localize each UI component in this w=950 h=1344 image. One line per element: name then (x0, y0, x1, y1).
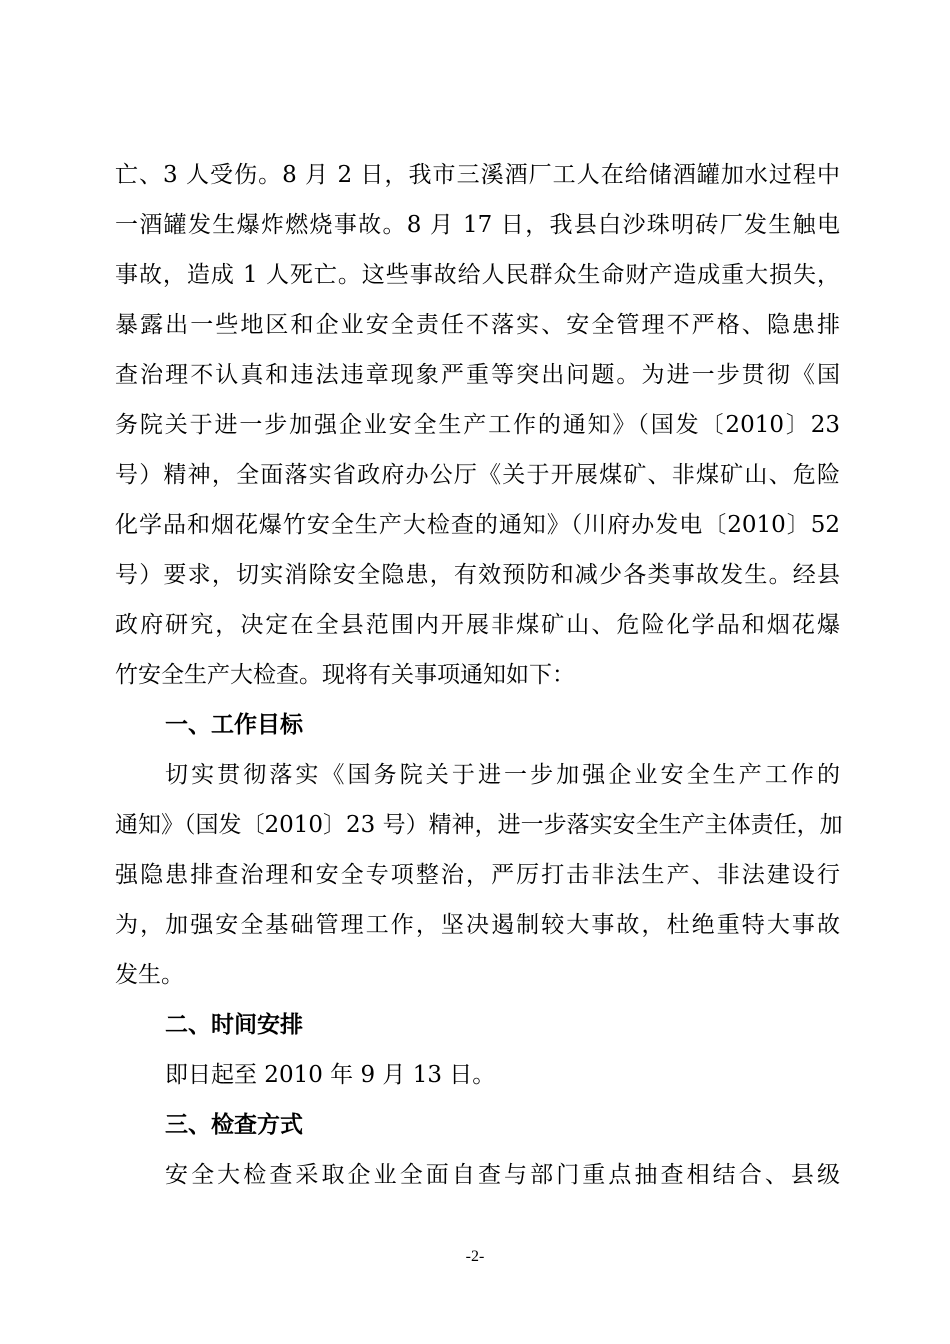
body-line: 亡、3 人受伤。8 月 2 日，我市三溪酒厂工人在给储酒罐加水过程中 (115, 162, 840, 188)
body-line: 查治理不认真和违法违章现象严重等突出问题。为进一步贯彻《国 (115, 362, 840, 388)
section-heading: 三、检查方式 (165, 1112, 303, 1138)
body-line: 事故，造成 1 人死亡。这些事故给人民群众生命财产造成重大损失， (115, 262, 840, 288)
paragraph-first-line: 安全大检查采取企业全面自查与部门重点抽查相结合、县级 (165, 1162, 840, 1188)
body-line: 一酒罐发生爆炸燃烧事故。8 月 17 日，我县白沙珠明砖厂发生触电 (115, 212, 840, 238)
body-line: 发生。 (115, 962, 184, 988)
body-line: 号）精神，全面落实省政府办公厅《关于开展煤矿、非煤矿山、危险 (115, 462, 840, 488)
body-line: 为，加强安全基础管理工作，坚决遏制较大事故，杜绝重特大事故 (115, 912, 840, 938)
page-number: -2- (465, 1248, 485, 1265)
paragraph-first-line: 切实贯彻落实《国务院关于进一步加强企业安全生产工作的 (165, 762, 840, 788)
body-line: 强隐患排查治理和安全专项整治，严厉打击非法生产、非法建设行 (115, 862, 840, 888)
section-heading: 二、时间安排 (165, 1012, 303, 1038)
body-line: 政府研究，决定在全县范围内开展非煤矿山、危险化学品和烟花爆 (115, 612, 840, 638)
section-heading: 一、工作目标 (165, 712, 303, 738)
paragraph-first-line: 即日起至 2010 年 9 月 13 日。 (165, 1062, 496, 1088)
body-line: 暴露出一些地区和企业安全责任不落实、安全管理不严格、隐患排 (115, 312, 840, 338)
body-line: 号）要求，切实消除安全隐患，有效预防和减少各类事故发生。经县 (115, 562, 840, 588)
document-body (115, 150, 843, 1200)
body-line: 竹安全生产大检查。现将有关事项通知如下： (115, 662, 575, 688)
body-line: 化学品和烟花爆竹安全生产大检查的通知》（川府办发电〔2010〕52 (115, 512, 840, 538)
body-line: 务院关于进一步加强企业安全生产工作的通知》（国发〔2010〕23 (115, 412, 840, 438)
body-line: 通知》（国发〔2010〕23 号）精神，进一步落实安全生产主体责任，加 (115, 812, 843, 838)
